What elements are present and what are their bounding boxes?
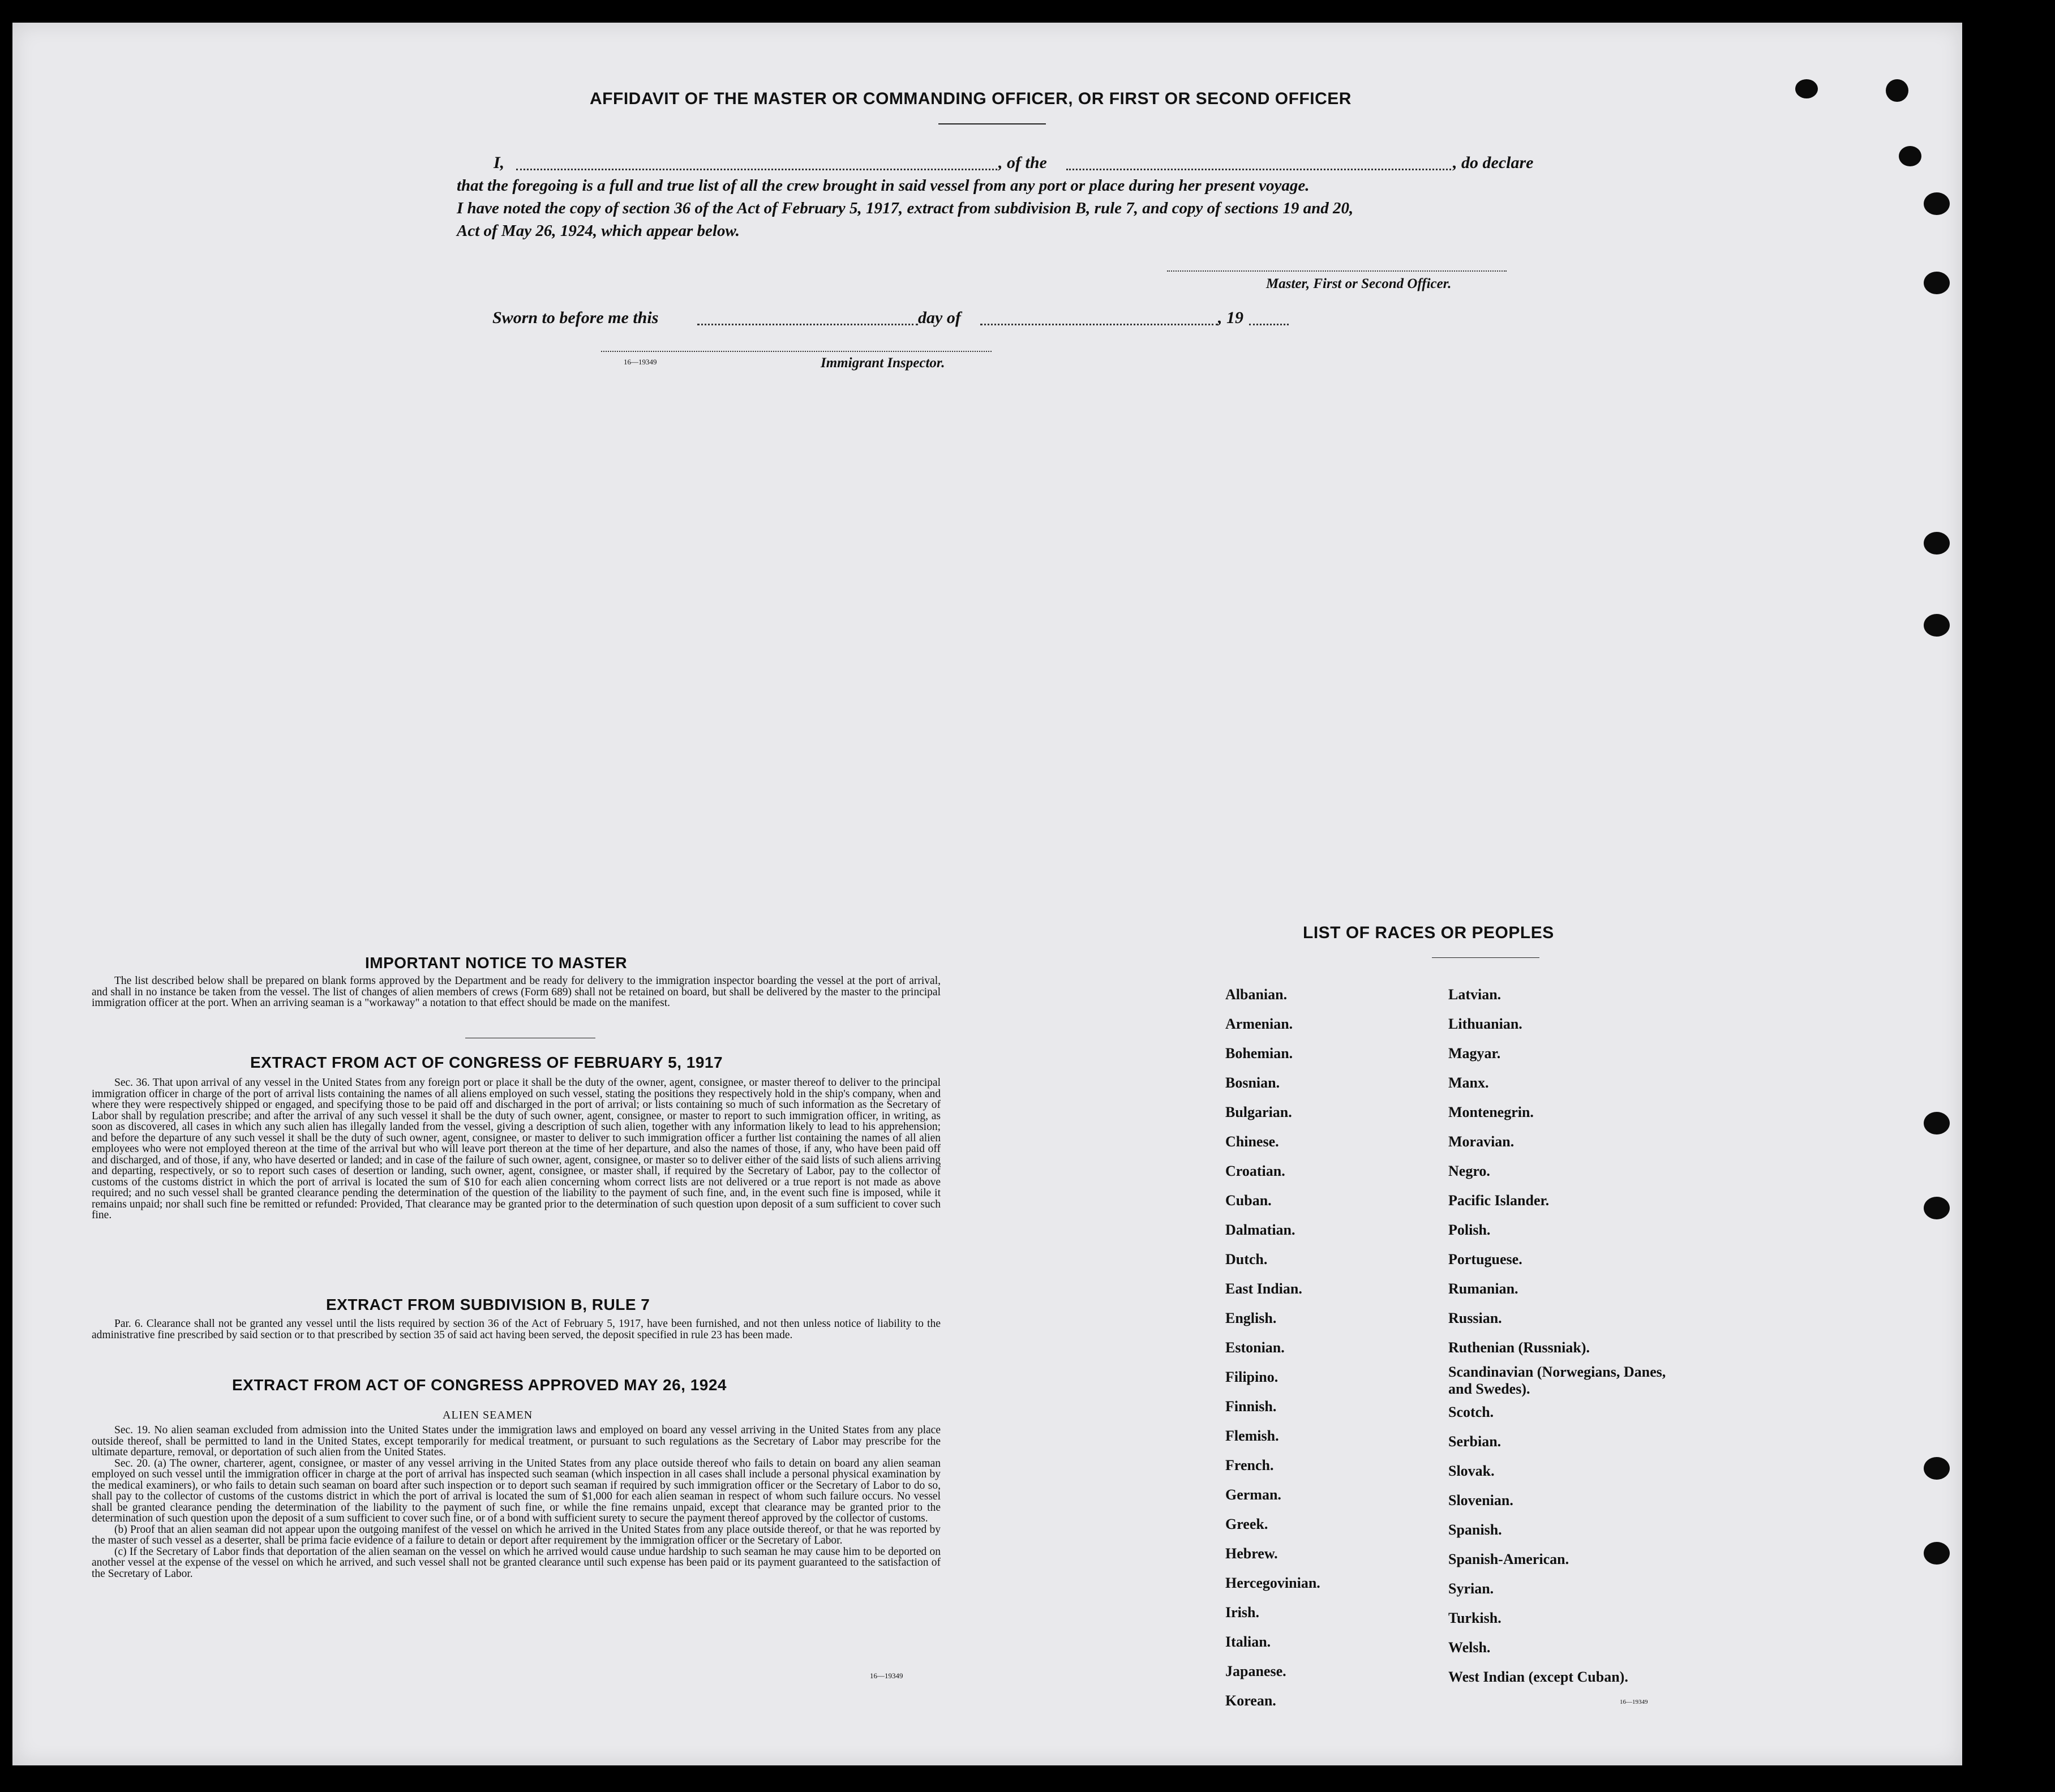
divider bbox=[938, 123, 1046, 124]
races-title: LIST OF RACES OR PEOPLES bbox=[1303, 923, 1554, 942]
extract-1924-text bbox=[92, 1425, 941, 1579]
race-item: Welsh. bbox=[1448, 1639, 1491, 1656]
section-19-paragraph: Sec. 19. No alien seaman excluded from admission into the United States under the immigration laws and employed on board any vessel arriving in the United States from any place outside thereof, shall be permitted to land in the United States, except temporarily for medical treatment, or pursuant to such regulations as the Secretary of Labor may prescribe for the ultimate departure, removal, or deportation of such alien from the United States. bbox=[92, 1424, 941, 1458]
vessel-field[interactable] bbox=[1066, 169, 1451, 170]
signature-field[interactable] bbox=[1167, 270, 1507, 272]
punch-hole bbox=[1924, 614, 1950, 637]
race-item: Japanese. bbox=[1225, 1663, 1286, 1679]
race-item: Manx. bbox=[1448, 1075, 1489, 1091]
race-item: Spanish-American. bbox=[1448, 1551, 1569, 1567]
form-number: 16—19349 bbox=[624, 358, 657, 366]
race-item: Bulgarian. bbox=[1225, 1104, 1292, 1120]
race-item: French. bbox=[1225, 1457, 1274, 1473]
sworn-label: Sworn to before me this bbox=[492, 308, 659, 327]
race-item: Dutch. bbox=[1225, 1251, 1268, 1267]
declaration-line-3: I have noted the copy of section 36 of the Act of February 5, 1917, extract from subdivision B, rule 7, and copy of sections 19 and 20, bbox=[457, 199, 1354, 217]
race-item: Korean. bbox=[1225, 1692, 1276, 1709]
race-item: Bosnian. bbox=[1225, 1075, 1280, 1091]
race-item: Finnish. bbox=[1225, 1398, 1277, 1415]
punch-hole bbox=[1924, 1542, 1950, 1565]
race-item: Moravian. bbox=[1448, 1133, 1515, 1150]
notice-paragraph: The list described below shall be prepared on blank forms approved by the Department and be ready for delivery to the immigration inspector boarding the vessel at the port of arrival, and shall in no instance be taken from the vessel. The list of changes of alien members of crews (Form 689) shall not be retained on board, but shall be delivered by the master to the principal immigration officer at the port. When an arriving seaman is a "workaway" a notation to that effect should be made on the manifest. bbox=[92, 975, 941, 1009]
alien-seamen-heading: ALIEN SEAMEN bbox=[443, 1409, 533, 1421]
section-20c-paragraph: (c) If the Secretary of Labor finds that deportation of the alien seaman on the vessel on which he arrived would cause undue hardship to such seaman he may cause him to be deported on another vessel at the expense of the vessel on which he arrived, and such vessel shall not be granted clearance until such expense has been paid or its payment guaranteed to the satisfaction of the Secretary of Labor. bbox=[92, 1545, 941, 1580]
sworn-month-field[interactable] bbox=[980, 324, 1218, 325]
race-item: Albanian. bbox=[1225, 986, 1288, 1003]
punch-hole bbox=[1924, 1112, 1950, 1134]
race-item: Portuguese. bbox=[1448, 1251, 1522, 1267]
race-item: Latvian. bbox=[1448, 986, 1501, 1003]
declaration-line-2: that the foregoing is a full and true list of all the crew brought in said vessel from any port or place during her present voyage. bbox=[457, 177, 1310, 195]
race-item: Ruthenian (Russniak). bbox=[1448, 1339, 1590, 1356]
punch-hole bbox=[1924, 272, 1950, 294]
paragraph-6: Par. 6. Clearance shall not be granted any vessel until the lists required by section 36 of the Act of February 5, 1917, have been furnished, and not then unless notice of liability to the administrative fine prescribed by said section or to that prescribed by section 35 of said act having been served, the deposit specified in rule 23 has been made. bbox=[92, 1318, 941, 1341]
year-field[interactable] bbox=[1249, 324, 1289, 325]
race-item: English. bbox=[1225, 1310, 1277, 1326]
race-item: Spanish. bbox=[1448, 1522, 1502, 1538]
race-item: Pacific Islander. bbox=[1448, 1192, 1550, 1209]
race-item: Filipino. bbox=[1225, 1369, 1279, 1385]
signature-label: Master, First or Second Officer. bbox=[1266, 276, 1452, 291]
subdivision-b-title: EXTRACT FROM SUBDIVISION B, RULE 7 bbox=[326, 1296, 650, 1313]
section-20b-paragraph: (b) Proof that an alien seaman did not appear upon the outgoing manifest of the vessel on which he arrived in the United States from any place outside thereof, or that he was reported by the master of such vessel as a deserter, shall be prima facie evidence of a failure to detain or deport after requirement by the immigration officer or the Secretary of Labor. bbox=[92, 1523, 941, 1546]
race-item: Italian. bbox=[1225, 1634, 1271, 1650]
affidavit-title: AFFIDAVIT OF THE MASTER OR COMMANDING OFFICER, OR FIRST OR SECOND OFFICER bbox=[590, 89, 1352, 108]
race-item: Magyar. bbox=[1448, 1045, 1501, 1062]
race-item: Polish. bbox=[1448, 1222, 1491, 1238]
race-item: West Indian (except Cuban). bbox=[1448, 1669, 1628, 1685]
race-item: Slovak. bbox=[1448, 1463, 1495, 1479]
document-page bbox=[12, 23, 1962, 1765]
race-item: Armenian. bbox=[1225, 1016, 1293, 1032]
race-item: Estonian. bbox=[1225, 1339, 1285, 1356]
subdivision-b-text bbox=[92, 1318, 941, 1340]
race-item: Cuban. bbox=[1225, 1192, 1272, 1209]
punch-hole bbox=[1886, 79, 1908, 102]
race-item: Negro. bbox=[1448, 1163, 1490, 1179]
declaration-declare: , do declare bbox=[1453, 153, 1534, 172]
punch-hole bbox=[1795, 79, 1818, 98]
year-label: , 19 bbox=[1218, 308, 1243, 327]
form-number: 16—19349 bbox=[870, 1671, 903, 1680]
races-column-1 bbox=[1225, 980, 1320, 1716]
race-item: Hercegovinian. bbox=[1225, 1575, 1320, 1591]
section-36-paragraph: Sec. 36. That upon arrival of any vessel in the United States from any foreign port or place it shall be the duty of the owner, agent, consignee, or master thereof to deliver to the principal immigration officer in charge of the port of arrival lists containing the names of all aliens employed on such vessel, stating the positions they respectively hold in the ship's company, when and where they were respectively shipped or engaged, and specifying those to be paid off and discharged in the port of arrival; or lists containing so much of such information as the Secretary of Labor shall by regulation prescribe; and after the arrival of any such vessel it shall be the duty of such owner, agent, consignee, or master to report to such immigration officer, in writing, as soon as discovered, all cases in which any such alien has illegally landed from the vessel, giving a description of such alien, together with any information likely to lead to his apprehension; and before the departure of any such vessel it shall be the duty of such owner, agent, consignee, or master to deliver to such immigration officer a further list containing the names of all alien employees who were not employed thereon at the time of the arrival but who will leave port thereon at the time of her departure, and also the names of those, if any, who have been paid off and discharged, and of those, if any, who have deserted or landed; and in case of the failure of such owner, agent, consignee, or master so to deliver either of the said lists of such aliens arriving and departing, respectively, or so to report such cases of desertion or landing, such owner, agent, consignee, or master shall, if required by the Secretary of Labor, pay to the collector of customs of the customs district in which the port of arrival is located the sum of $10 for each alien concerning whom correct lists are not delivered or a true report is not made as above required; and no such vessel shall be granted clearance pending the determination of the question of the liability to the payment of such fine, and, in the event such fine is imposed, while it remains unpaid; nor shall such fine be remitted or refunded: Provided, That clearance may be granted prior to the determination of such question upon deposit of a sum sufficient to cover such fine. bbox=[92, 1077, 941, 1221]
form-number: 16—19349 bbox=[1620, 1699, 1648, 1705]
race-item: Slovenian. bbox=[1448, 1492, 1513, 1509]
punch-hole bbox=[1924, 532, 1950, 555]
punch-hole bbox=[1924, 1197, 1950, 1219]
race-item: Serbian. bbox=[1448, 1433, 1501, 1450]
punch-hole bbox=[1924, 1457, 1950, 1480]
race-item: East Indian. bbox=[1225, 1280, 1302, 1297]
day-of-label: day of bbox=[918, 308, 961, 327]
race-item: Scandinavian (Norwegians, Danes, and Swedes). bbox=[1448, 1364, 1666, 1397]
notice-text bbox=[92, 975, 941, 1009]
races-column-2 bbox=[1448, 980, 1686, 1692]
extract-1917-title: EXTRACT FROM ACT OF CONGRESS OF FEBRUARY 5, 1917 bbox=[250, 1054, 723, 1071]
race-item: Bohemian. bbox=[1225, 1045, 1293, 1062]
race-item: Flemish. bbox=[1225, 1428, 1279, 1444]
race-item: Chinese. bbox=[1225, 1133, 1279, 1150]
race-item: Russian. bbox=[1448, 1310, 1502, 1326]
punch-hole bbox=[1899, 146, 1921, 166]
race-item: Lithuanian. bbox=[1448, 1016, 1522, 1032]
race-item: Greek. bbox=[1225, 1516, 1268, 1532]
race-item: Turkish. bbox=[1448, 1610, 1501, 1626]
race-item: Syrian. bbox=[1448, 1580, 1494, 1597]
notice-title: IMPORTANT NOTICE TO MASTER bbox=[365, 954, 628, 972]
extract-1917-text bbox=[92, 1077, 941, 1221]
race-item: Dalmatian. bbox=[1225, 1222, 1295, 1238]
race-item: Croatian. bbox=[1225, 1163, 1285, 1179]
divider bbox=[1432, 957, 1539, 958]
extract-1924-title: EXTRACT FROM ACT OF CONGRESS APPROVED MAY 26, 1924 bbox=[232, 1376, 727, 1394]
race-item: Montenegrin. bbox=[1448, 1104, 1534, 1120]
inspector-label: Immigrant Inspector. bbox=[821, 355, 945, 371]
race-item: Irish. bbox=[1225, 1604, 1259, 1621]
declaration-line-4: Act of May 26, 1924, which appear below. bbox=[457, 222, 740, 240]
race-item: Scotch. bbox=[1448, 1404, 1494, 1420]
name-field[interactable] bbox=[516, 169, 997, 170]
race-item: German. bbox=[1225, 1486, 1281, 1503]
declaration-of: , of the bbox=[998, 153, 1047, 172]
sworn-day-field[interactable] bbox=[697, 324, 918, 325]
section-20a-paragraph: Sec. 20. (a) The owner, charterer, agent, consignee, or master of any vessel arriving in the United States from any place outside thereof who fails to detain on board any alien seaman employed on such vessel until the immigration officer in charge at the port of arrival has inspected such seaman (which inspection in all cases shall include a personal physical examination by the medical examiners), or who fails to detain such seaman on board after such inspection or to deport such seaman if required by such immigration officer or the Secretary of Labor to do so, shall pay to the collector of customs of the customs district in which the port of arrival is located the sum of $1,000 for each alien seaman in respect of whom such failure occurs. No vessel shall be granted clearance pending the determination of the liability to the payment of such fine, or while the fine remains unpaid, except that clearance may be granted prior to the determination of such question upon the deposit of a sum sufficient to cover such fine, or of a bond with sufficient surety to secure the payment thereof approved by the collector of customs. bbox=[92, 1457, 941, 1524]
punch-hole bbox=[1924, 192, 1950, 215]
race-item: Rumanian. bbox=[1448, 1280, 1518, 1297]
race-item: Hebrew. bbox=[1225, 1545, 1278, 1562]
declaration-i: I, bbox=[494, 153, 505, 172]
